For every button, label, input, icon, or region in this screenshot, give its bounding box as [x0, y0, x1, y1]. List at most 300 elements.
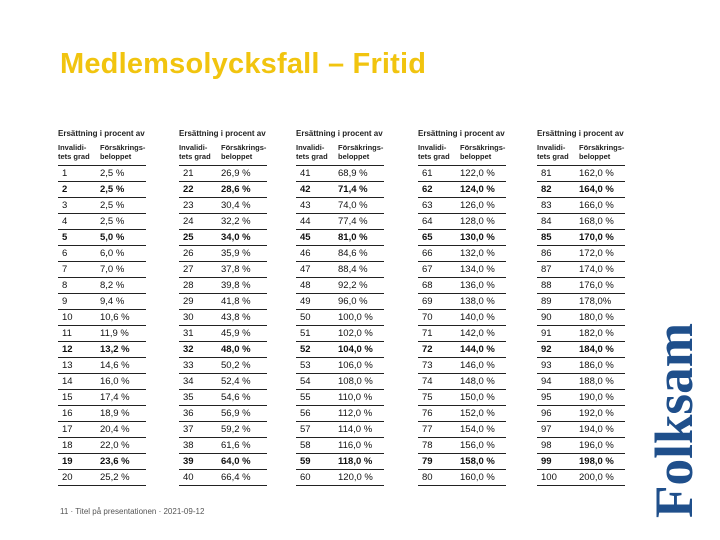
compensation-percent: 128,0 % — [460, 216, 495, 227]
compensation-percent: 2,5 % — [100, 216, 125, 227]
table-row — [58, 374, 146, 390]
table-row — [537, 230, 625, 246]
column-header-line: Försäkrings- — [338, 143, 384, 152]
compensation-percent: 104,0 % — [338, 344, 373, 355]
disability-degree: 88 — [541, 280, 552, 291]
table-row — [179, 278, 267, 294]
disability-degree: 75 — [422, 392, 433, 403]
compensation-percent: 23,6 % — [100, 456, 130, 467]
table-row — [58, 198, 146, 214]
disability-degree: 91 — [541, 328, 552, 339]
compensation-percent: 56,9 % — [221, 408, 251, 419]
disability-degree: 24 — [183, 216, 194, 227]
column-header-forsakringsbeloppet — [221, 143, 267, 165]
disability-degree: 59 — [300, 456, 311, 467]
table-header-title: Ersättning i procent av — [537, 129, 624, 138]
table-row — [58, 310, 146, 326]
compensation-table — [58, 128, 146, 486]
table-row — [296, 230, 384, 246]
disability-degree: 36 — [183, 408, 194, 419]
disability-degree: 51 — [300, 328, 311, 339]
disability-degree: 92 — [541, 344, 552, 355]
table-row — [537, 294, 625, 310]
column-header-line: Försäkrings- — [221, 143, 267, 152]
compensation-percent: 2,5 % — [100, 184, 125, 195]
disability-degree: 14 — [62, 376, 73, 387]
disability-degree: 67 — [422, 264, 433, 275]
column-header-forsakringsbeloppet — [579, 143, 625, 165]
table-column-headers — [537, 139, 625, 166]
table-row — [179, 454, 267, 470]
compensation-percent: 48,0 % — [221, 344, 251, 355]
table-row — [58, 342, 146, 358]
disability-degree: 60 — [300, 472, 311, 483]
disability-degree: 53 — [300, 360, 311, 371]
table-row — [296, 246, 384, 262]
compensation-percent: 108,0 % — [338, 376, 373, 387]
column-header-invaliditetsgrad — [537, 143, 579, 165]
table-row — [418, 326, 506, 342]
disability-degree: 26 — [183, 248, 194, 259]
disability-degree: 20 — [62, 472, 73, 483]
table-row — [58, 262, 146, 278]
column-header-line: Försäkrings- — [100, 143, 146, 152]
folksam-logo-text: Folksam — [644, 320, 704, 518]
table-row — [179, 214, 267, 230]
compensation-percent: 41,8 % — [221, 296, 251, 307]
compensation-percent: 59,2 % — [221, 424, 251, 435]
disability-degree: 4 — [62, 216, 68, 227]
compensation-percent: 45,9 % — [221, 328, 251, 339]
table-row — [418, 214, 506, 230]
compensation-percent: 152,0 % — [460, 408, 495, 419]
compensation-percent: 112,0 % — [338, 408, 373, 419]
table-row — [58, 278, 146, 294]
table-row — [58, 326, 146, 342]
compensation-percent: 118,0 % — [338, 456, 373, 467]
disability-degree: 3 — [62, 200, 68, 211]
column-header-line: tets grad — [179, 152, 211, 161]
column-header-forsakringsbeloppet — [100, 143, 146, 165]
disability-degree: 11 — [62, 328, 72, 339]
compensation-percent: 174,0 % — [579, 264, 614, 275]
disability-degree: 74 — [422, 376, 433, 387]
table-row — [179, 166, 267, 182]
table-row — [179, 470, 267, 486]
table-row — [296, 454, 384, 470]
disability-degree: 86 — [541, 248, 552, 259]
disability-degree: 56 — [300, 408, 311, 419]
compensation-percent: 22,0 % — [100, 440, 130, 451]
table-row — [418, 198, 506, 214]
table-column-headers — [58, 139, 146, 166]
compensation-percent: 13,2 % — [100, 344, 130, 355]
column-header-line: beloppet — [579, 152, 611, 161]
disability-degree: 9 — [62, 296, 68, 307]
disability-degree: 34 — [183, 376, 194, 387]
column-header-line: beloppet — [221, 152, 253, 161]
compensation-percent: 138,0 % — [460, 296, 495, 307]
disability-degree: 73 — [422, 360, 433, 371]
disability-degree: 58 — [300, 440, 311, 451]
compensation-percent: 18,9 % — [100, 408, 130, 419]
disability-degree: 81 — [541, 168, 552, 179]
disability-degree: 35 — [183, 392, 194, 403]
compensation-table — [179, 128, 267, 486]
disability-degree: 66 — [422, 248, 433, 259]
compensation-percent: 92,2 % — [338, 280, 368, 291]
disability-degree: 48 — [300, 280, 311, 291]
disability-degree: 100 — [541, 472, 557, 483]
table-row — [537, 182, 625, 198]
table-row — [58, 358, 146, 374]
table-row — [296, 182, 384, 198]
column-header-invaliditetsgrad — [296, 143, 338, 165]
compensation-percent: 14,6 % — [100, 360, 130, 371]
table-column-headers — [296, 139, 384, 166]
compensation-percent: 16,0 % — [100, 376, 130, 387]
table-row — [58, 470, 146, 486]
disability-degree: 87 — [541, 264, 552, 275]
table-row — [418, 294, 506, 310]
disability-degree: 23 — [183, 200, 194, 211]
compensation-percent: 39,8 % — [221, 280, 251, 291]
disability-degree: 84 — [541, 216, 552, 227]
compensation-percent: 11,9 % — [100, 328, 129, 339]
table-row — [58, 214, 146, 230]
compensation-percent: 43,8 % — [221, 312, 251, 323]
column-header-line: beloppet — [338, 152, 370, 161]
compensation-percent: 130,0 % — [460, 232, 495, 243]
compensation-percent: 116,0 % — [338, 440, 373, 451]
compensation-percent: 156,0 % — [460, 440, 495, 451]
compensation-percent: 106,0 % — [338, 360, 373, 371]
table-row — [296, 374, 384, 390]
disability-degree: 46 — [300, 248, 311, 259]
disability-degree: 68 — [422, 280, 433, 291]
table-row — [418, 438, 506, 454]
compensation-percent: 54,6 % — [221, 392, 251, 403]
table-header-title: Ersättning i procent av — [179, 129, 266, 138]
compensation-percent: 50,2 % — [221, 360, 251, 371]
table-row — [418, 406, 506, 422]
disability-degree: 38 — [183, 440, 194, 451]
table-row — [179, 246, 267, 262]
table-row — [537, 278, 625, 294]
disability-degree: 55 — [300, 392, 311, 403]
compensation-percent: 5,0 % — [100, 232, 125, 243]
disability-degree: 8 — [62, 280, 68, 291]
table-row — [179, 198, 267, 214]
compensation-percent: 166,0 % — [579, 200, 614, 211]
disability-degree: 1 — [62, 168, 68, 179]
compensation-percent: 162,0 % — [579, 168, 614, 179]
column-header-line: tets grad — [58, 152, 90, 161]
compensation-percent: 9,4 % — [100, 296, 125, 307]
table-header-title: Ersättning i procent av — [418, 129, 505, 138]
table-row — [418, 470, 506, 486]
compensation-percent: 35,9 % — [221, 248, 251, 259]
disability-degree: 19 — [62, 456, 73, 467]
compensation-percent: 168,0 % — [579, 216, 614, 227]
table-row — [179, 262, 267, 278]
table-row — [296, 406, 384, 422]
table-row — [418, 262, 506, 278]
disability-degree: 95 — [541, 392, 552, 403]
table-row — [296, 422, 384, 438]
table-row — [179, 342, 267, 358]
disability-degree: 16 — [62, 408, 73, 419]
table-row — [418, 422, 506, 438]
table-row — [296, 262, 384, 278]
disability-degree: 72 — [422, 344, 433, 355]
table-row — [296, 470, 384, 486]
disability-degree: 47 — [300, 264, 311, 275]
table-row — [296, 198, 384, 214]
compensation-percent: 81,0 % — [338, 232, 368, 243]
compensation-percent: 2,5 % — [100, 168, 125, 179]
table-row — [58, 246, 146, 262]
disability-degree: 37 — [183, 424, 194, 435]
table-row — [296, 166, 384, 182]
folksam-logo — [595, 320, 705, 520]
disability-degree: 99 — [541, 456, 552, 467]
compensation-percent: 77,4 % — [338, 216, 368, 227]
disability-degree: 62 — [422, 184, 433, 195]
disability-degree: 54 — [300, 376, 311, 387]
compensation-percent: 164,0 % — [579, 184, 614, 195]
column-header-forsakringsbeloppet — [338, 143, 384, 165]
compensation-percent: 30,4 % — [221, 200, 251, 211]
table-row — [418, 278, 506, 294]
compensation-percent: 114,0 % — [338, 424, 373, 435]
disability-degree: 31 — [183, 328, 194, 339]
column-header-line: Invalidi- — [537, 143, 566, 152]
table-column-headers — [418, 139, 506, 166]
table-row — [296, 310, 384, 326]
table-row — [179, 182, 267, 198]
column-header-line: Försäkrings- — [579, 143, 625, 152]
compensation-percent: 26,9 % — [221, 168, 251, 179]
disability-degree: 29 — [183, 296, 194, 307]
compensation-percent: 144,0 % — [460, 344, 495, 355]
disability-degree: 79 — [422, 456, 433, 467]
disability-degree: 41 — [300, 168, 311, 179]
compensation-percent: 132,0 % — [460, 248, 495, 259]
compensation-percent: 154,0 % — [460, 424, 495, 435]
table-row — [58, 166, 146, 182]
disability-degree: 10 — [62, 312, 73, 323]
compensation-percent: 34,0 % — [221, 232, 251, 243]
compensation-percent: 110,0 % — [338, 392, 373, 403]
compensation-percent: 122,0 % — [460, 168, 495, 179]
table-row — [179, 390, 267, 406]
table-row — [179, 438, 267, 454]
compensation-percent: 100,0 % — [338, 312, 373, 323]
compensation-percent: 2,5 % — [100, 200, 125, 211]
disability-degree: 63 — [422, 200, 433, 211]
table-row — [418, 374, 506, 390]
compensation-percent: 102,0 % — [338, 328, 373, 339]
disability-degree: 98 — [541, 440, 552, 451]
table-row — [58, 390, 146, 406]
compensation-percent: 178,0% — [579, 296, 612, 307]
compensation-percent: 25,2 % — [100, 472, 130, 483]
table-row — [537, 198, 625, 214]
disability-degree: 2 — [62, 184, 68, 195]
table-row — [296, 390, 384, 406]
disability-degree: 52 — [300, 344, 311, 355]
compensation-percent: 61,6 % — [221, 440, 251, 451]
column-header-line: Invalidi- — [58, 143, 87, 152]
table-row — [179, 230, 267, 246]
table-row — [58, 230, 146, 246]
disability-degree: 82 — [541, 184, 552, 195]
compensation-percent: 126,0 % — [460, 200, 495, 211]
disability-degree: 5 — [62, 232, 68, 243]
compensation-percent: 198,0 % — [579, 456, 614, 467]
compensation-percent: 8,2 % — [100, 280, 125, 291]
disability-degree: 93 — [541, 360, 552, 371]
compensation-percent: 194,0 % — [579, 424, 614, 435]
compensation-percent: 196,0 % — [579, 440, 614, 451]
column-header-line: tets grad — [296, 152, 328, 161]
table-row — [418, 230, 506, 246]
table-row — [418, 166, 506, 182]
compensation-percent: 6,0 % — [100, 248, 125, 259]
compensation-percent: 17,4 % — [100, 392, 130, 403]
compensation-percent: 170,0 % — [579, 232, 614, 243]
slide-footer: 11 · Titel på presentationen · 2021-09-12 — [60, 507, 205, 516]
disability-degree: 45 — [300, 232, 311, 243]
compensation-percent: 172,0 % — [579, 248, 614, 259]
column-header-invaliditetsgrad — [418, 143, 460, 165]
disability-degree: 13 — [62, 360, 73, 371]
compensation-table — [418, 128, 506, 486]
compensation-percent: 68,9 % — [338, 168, 368, 179]
disability-degree: 76 — [422, 408, 433, 419]
compensation-percent: 192,0 % — [579, 408, 614, 419]
compensation-percent: 136,0 % — [460, 280, 495, 291]
table-header-title: Ersättning i procent av — [58, 129, 145, 138]
column-header-line: tets grad — [418, 152, 450, 161]
disability-degree: 25 — [183, 232, 194, 243]
disability-degree: 94 — [541, 376, 552, 387]
compensation-percent: 71,4 % — [338, 184, 368, 195]
table-row — [418, 454, 506, 470]
disability-degree: 96 — [541, 408, 552, 419]
disability-degree: 89 — [541, 296, 552, 307]
page-title: Medlemsolycksfall – Fritid — [60, 48, 427, 80]
table-row — [58, 454, 146, 470]
table-row — [179, 406, 267, 422]
disability-degree: 42 — [300, 184, 311, 195]
disability-degree: 39 — [183, 456, 194, 467]
compensation-percent: 32,2 % — [221, 216, 251, 227]
table-row — [418, 310, 506, 326]
table-row — [418, 342, 506, 358]
table-row — [296, 358, 384, 374]
compensation-percent: 74,0 % — [338, 200, 368, 211]
disability-degree: 85 — [541, 232, 552, 243]
disability-degree: 90 — [541, 312, 552, 323]
table-row — [58, 438, 146, 454]
disability-degree: 83 — [541, 200, 552, 211]
disability-degree: 49 — [300, 296, 311, 307]
compensation-percent: 184,0 % — [579, 344, 614, 355]
table-row — [296, 294, 384, 310]
disability-degree: 18 — [62, 440, 73, 451]
disability-degree: 40 — [183, 472, 194, 483]
disability-degree: 61 — [422, 168, 433, 179]
disability-degree: 77 — [422, 424, 433, 435]
column-header-line: beloppet — [100, 152, 132, 161]
disability-degree: 27 — [183, 264, 194, 275]
compensation-percent: 66,4 % — [221, 472, 251, 483]
compensation-percent: 186,0 % — [579, 360, 614, 371]
compensation-percent: 84,6 % — [338, 248, 368, 259]
table-row — [179, 374, 267, 390]
compensation-percent: 88,4 % — [338, 264, 368, 275]
table-row — [58, 294, 146, 310]
table-row — [296, 438, 384, 454]
table-row — [537, 246, 625, 262]
compensation-percent: 188,0 % — [579, 376, 614, 387]
disability-degree: 6 — [62, 248, 68, 259]
compensation-percent: 20,4 % — [100, 424, 130, 435]
table-row — [58, 182, 146, 198]
table-row — [418, 390, 506, 406]
compensation-percent: 7,0 % — [100, 264, 125, 275]
disability-degree: 71 — [422, 328, 433, 339]
compensation-percent: 142,0 % — [460, 328, 495, 339]
disability-degree: 44 — [300, 216, 311, 227]
compensation-percent: 64,0 % — [221, 456, 251, 467]
table-row — [418, 358, 506, 374]
table-row — [179, 422, 267, 438]
compensation-percent: 190,0 % — [579, 392, 614, 403]
disability-degree: 28 — [183, 280, 194, 291]
compensation-percent: 148,0 % — [460, 376, 495, 387]
disability-degree: 21 — [183, 168, 194, 179]
disability-degree: 65 — [422, 232, 433, 243]
disability-degree: 15 — [62, 392, 73, 403]
compensation-percent: 124,0 % — [460, 184, 495, 195]
disability-degree: 97 — [541, 424, 552, 435]
column-header-invaliditetsgrad — [179, 143, 221, 165]
table-row — [418, 182, 506, 198]
compensation-percent: 158,0 % — [460, 456, 495, 467]
table-row — [537, 166, 625, 182]
compensation-percent: 200,0 % — [579, 472, 614, 483]
column-header-line: Invalidi- — [179, 143, 208, 152]
table-row — [179, 294, 267, 310]
column-header-invaliditetsgrad — [58, 143, 100, 165]
compensation-percent: 150,0 % — [460, 392, 495, 403]
table-row — [296, 214, 384, 230]
compensation-percent: 134,0 % — [460, 264, 495, 275]
column-header-line: Invalidi- — [296, 143, 325, 152]
column-header-line: tets grad — [537, 152, 569, 161]
disability-degree: 69 — [422, 296, 433, 307]
disability-degree: 50 — [300, 312, 311, 323]
table-row — [296, 326, 384, 342]
compensation-percent: 10,6 % — [100, 312, 130, 323]
compensation-percent: 140,0 % — [460, 312, 495, 323]
column-header-line: Försäkrings- — [460, 143, 506, 152]
column-header-line: Invalidi- — [418, 143, 447, 152]
compensation-percent: 52,4 % — [221, 376, 251, 387]
